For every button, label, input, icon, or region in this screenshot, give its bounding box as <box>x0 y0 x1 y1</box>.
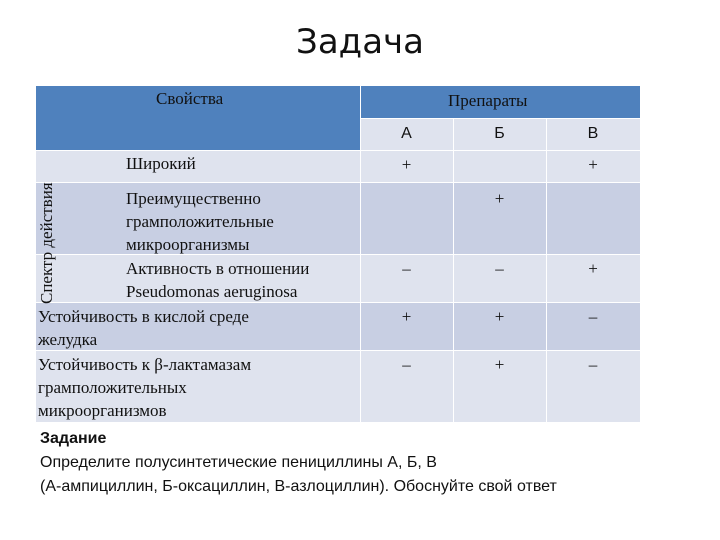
grid-line <box>36 150 640 151</box>
cell-value: + <box>588 259 598 278</box>
row-label: Преимущественно <box>126 189 261 208</box>
header-drugs: Препараты <box>448 91 528 110</box>
cell-value: – <box>402 259 411 278</box>
cell-value: + <box>401 155 412 174</box>
grid-line <box>36 350 640 351</box>
row-label: Активность в отношении <box>126 259 310 278</box>
cell-value: – <box>402 355 411 374</box>
cell-value: + <box>494 189 505 208</box>
row-label: Устойчивость к β-лактамазам <box>38 355 252 374</box>
row-label: Широкий <box>126 154 196 173</box>
row-group-label: Спектр действия <box>37 182 56 304</box>
task-heading: Задание <box>40 430 107 447</box>
cell-value: – <box>588 307 598 326</box>
column-label-b: Б <box>494 125 505 142</box>
grid-line <box>36 182 640 183</box>
column-label-v: В <box>587 125 599 142</box>
row-label: Pseudomonas aeruginosa <box>126 282 298 301</box>
cell-value: + <box>588 155 598 174</box>
row-label: микроорганизмы <box>126 235 250 254</box>
cell-value: + <box>494 307 505 326</box>
row-label: Устойчивость в кислой среде <box>38 307 249 326</box>
cell-value: + <box>401 307 412 326</box>
cell-value: – <box>588 355 598 374</box>
header-properties: Свойства <box>156 89 224 108</box>
grid-line <box>360 118 640 119</box>
slide-title: Задача <box>296 22 424 62</box>
row-label: желудка <box>38 330 98 349</box>
cell-value: – <box>495 259 504 278</box>
task-line-2: (А-ампициллин, Б-оксациллин, В-азлоциллин). Обоснуйте свой ответ <box>40 478 557 495</box>
cell-value: + <box>494 355 505 374</box>
table-header-band <box>36 86 640 118</box>
column-label-a: А <box>401 125 412 142</box>
row-label: грамположительные <box>126 212 274 231</box>
row-label: микроорганизмов <box>38 401 167 420</box>
table-header-properties-cell <box>36 118 360 150</box>
row-label: грамположительных <box>38 378 187 397</box>
task-line-1: Определите полусинтетические пенициллины А, Б, В <box>40 454 437 471</box>
